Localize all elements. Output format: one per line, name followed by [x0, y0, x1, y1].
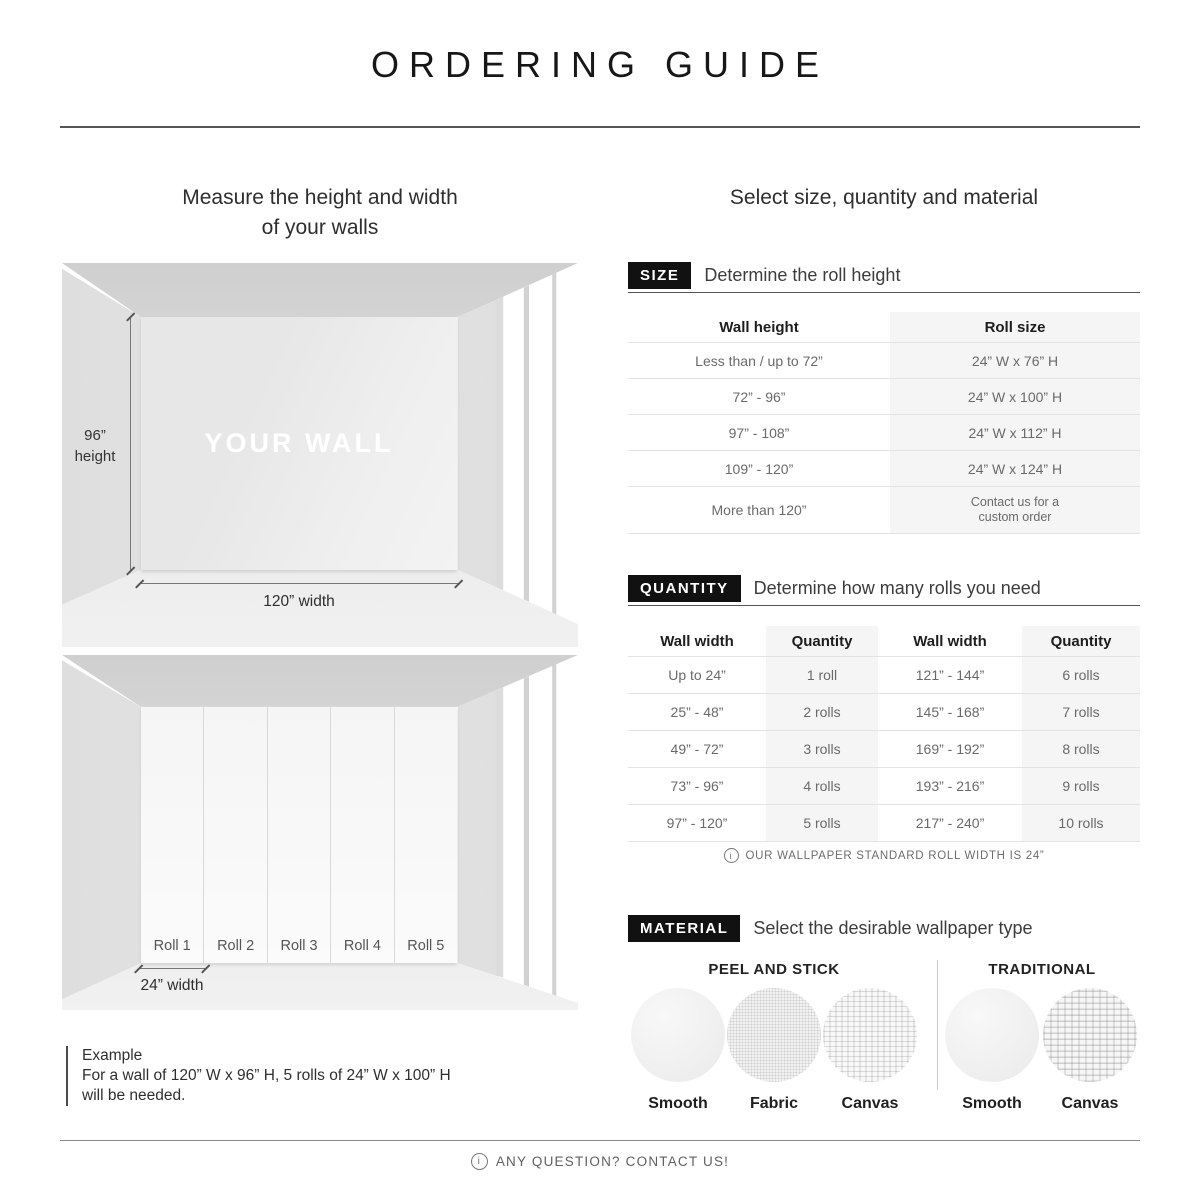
quantity-cell: 10 rolls: [1022, 805, 1140, 841]
footer-divider: [60, 1140, 1140, 1141]
swatch-label: Smooth: [648, 1095, 708, 1112]
wall-height-cell: 97” - 108”: [728, 424, 790, 441]
size-table-row: [628, 486, 1140, 533]
height-value: 96”: [84, 427, 106, 444]
quantity-cell: 2 rolls: [766, 694, 878, 730]
roll-label: Roll 1: [153, 938, 191, 954]
quantity-header: Quantity: [766, 626, 878, 656]
quantity-subtitle: Determine how many rolls you need: [753, 578, 1041, 598]
roll-size-cell: 24” W x 100” H: [890, 379, 1140, 414]
size-table-header-row: [628, 312, 1140, 342]
wall-width-header: Wall width: [660, 632, 734, 650]
wall-width-cell: 145” - 168”: [915, 704, 985, 720]
wall-width-cell: 121” - 144”: [915, 667, 985, 683]
width-dimension-label: 120” width: [263, 593, 335, 610]
custom-order-line1: Contact us for a: [970, 495, 1060, 509]
quantity-divider: [628, 605, 1140, 606]
size-section-header: [628, 262, 1140, 289]
quantity-cell: 5 rolls: [766, 805, 878, 841]
wall-width-cell: 169” - 192”: [915, 741, 985, 757]
quantity-cell: 4 rolls: [766, 768, 878, 804]
size-subtitle: Determine the roll height: [704, 265, 901, 285]
roll-panel-1: [141, 707, 203, 963]
measure-column: [60, 0, 580, 1200]
height-word: height: [74, 448, 116, 465]
room-illustration-rolls: [62, 655, 578, 1010]
rolls-wall-surface: [141, 707, 457, 963]
roll-width-dimension-label: 24” width: [140, 977, 204, 994]
peel-and-stick-label: PEEL AND STICK: [708, 961, 840, 978]
roll-size-header: Roll size: [890, 312, 1140, 342]
material-badge: MATERIAL: [628, 915, 740, 942]
quantity-badge: QUANTITY: [628, 575, 741, 602]
wall-height-cell: Less than / up to 72”: [695, 352, 823, 369]
size-table-row: [628, 342, 1140, 378]
roll-label: Roll 4: [343, 938, 381, 954]
your-wall-label: YOUR WALL: [204, 428, 394, 458]
material-section-header: [628, 915, 1140, 942]
canvas-texture-swatch: [1043, 988, 1137, 1082]
wall-width-cell: Up to 24”: [668, 667, 726, 683]
quantity-table-header-row: [628, 626, 1140, 656]
example-line2: will be needed.: [82, 1087, 186, 1104]
roll-width-note: [628, 848, 1140, 863]
footer-text: ANY QUESTION? CONTACT US!: [495, 1154, 730, 1169]
wall-width-cell: 97” - 120”: [666, 815, 728, 831]
size-badge: SIZE: [628, 262, 691, 289]
wall-width-cell: 73” - 96”: [670, 778, 724, 794]
wall-height-cell: 72” - 96”: [732, 388, 786, 405]
roll-size-cell: 24” W x 112” H: [890, 415, 1140, 450]
info-icon: [724, 848, 739, 863]
roll-width-dimension-line: [138, 968, 206, 969]
roll-panel-5: [394, 707, 457, 963]
quantity-cell: 7 rolls: [1022, 694, 1140, 730]
swatch-label: Smooth: [962, 1095, 1022, 1112]
quantity-table: [628, 626, 1140, 842]
height-dimension-label: [64, 425, 126, 467]
quantity-section-header: [628, 575, 1140, 602]
quantity-table-row: [628, 693, 1140, 730]
quantity-cell: 1 roll: [766, 657, 878, 693]
roll-label: Roll 3: [280, 938, 318, 954]
wall-height-cell: 109” - 120”: [724, 460, 794, 477]
roll-size-cell: 24” W x 76” H: [890, 343, 1140, 378]
roll-size-cell: [890, 487, 1140, 533]
quantity-table-row: [628, 804, 1140, 841]
roll-panel-3: [267, 707, 330, 963]
traditional-label: TRADITIONAL: [988, 961, 1096, 978]
measure-heading-line1: Measure the height and width: [182, 186, 458, 209]
roll-width-note-text: OUR WALLPAPER STANDARD ROLL WIDTH IS 24”: [745, 849, 1045, 862]
size-divider: [628, 292, 1140, 293]
page-title: ORDERING GUIDE: [370, 44, 830, 85]
custom-order-line2: custom order: [978, 510, 1052, 524]
quantity-cell: 6 rolls: [1022, 657, 1140, 693]
size-table-row: [628, 414, 1140, 450]
wall-width-cell: 193” - 216”: [915, 778, 985, 794]
measure-heading: [60, 183, 580, 243]
size-table: [628, 312, 1140, 534]
size-table-row: [628, 378, 1140, 414]
swatch-peel-smooth: [630, 988, 726, 1113]
wall-width-cell: 49” - 72”: [670, 741, 724, 757]
your-wall-surface: [141, 317, 457, 570]
material-subtitle: Select the desirable wallpaper type: [753, 918, 1033, 938]
roll-panel-2: [203, 707, 266, 963]
room-illustration-your-wall: [62, 263, 578, 647]
smooth-texture-swatch: [631, 988, 725, 1082]
swatch-peel-fabric: [726, 988, 822, 1113]
swatch-traditional-canvas: [1042, 988, 1138, 1113]
swatch-label: Fabric: [749, 1095, 798, 1112]
select-heading: Select size, quantity and material: [729, 186, 1039, 209]
width-dimension-line: [139, 583, 459, 584]
measure-heading-line2: of your walls: [261, 216, 379, 239]
smooth-texture-swatch: [945, 988, 1039, 1082]
fabric-texture-swatch: [727, 988, 821, 1082]
quantity-cell: 3 rolls: [766, 731, 878, 767]
example-note: [66, 1046, 451, 1106]
wall-height-cell: More than 120”: [711, 501, 807, 518]
quantity-cell: 9 rolls: [1022, 768, 1140, 804]
quantity-table-row: [628, 656, 1140, 693]
wall-height-header: Wall height: [719, 318, 799, 336]
height-dimension-line: [130, 317, 131, 570]
quantity-table-row: [628, 730, 1140, 767]
size-table-row: [628, 450, 1140, 486]
roll-size-cell: 24” W x 124” H: [890, 451, 1140, 486]
roll-panel-4: [330, 707, 393, 963]
wall-width-cell: 217” - 240”: [915, 815, 985, 831]
roll-label: Roll 2: [217, 938, 255, 954]
swatch-traditional-smooth: [944, 988, 1040, 1113]
example-line1: For a wall of 120” W x 96” H, 5 rolls of 24” W x 100” H: [82, 1067, 451, 1084]
quantity-header: Quantity: [1022, 626, 1140, 656]
material-group-divider: [937, 960, 938, 1090]
example-title: Example: [82, 1047, 143, 1064]
canvas-texture-swatch: [823, 988, 917, 1082]
wall-width-header: Wall width: [913, 632, 987, 650]
swatch-label: Canvas: [1061, 1095, 1119, 1112]
select-column: [628, 0, 1140, 1200]
wall-width-cell: 25” - 48”: [670, 704, 724, 720]
quantity-cell: 8 rolls: [1022, 731, 1140, 767]
swatch-label: Canvas: [841, 1095, 899, 1112]
footer-note: [0, 1153, 1200, 1170]
swatch-peel-canvas: [822, 988, 918, 1113]
roll-label: Roll 5: [407, 938, 445, 954]
info-icon: [471, 1153, 488, 1170]
quantity-table-row: [628, 767, 1140, 804]
